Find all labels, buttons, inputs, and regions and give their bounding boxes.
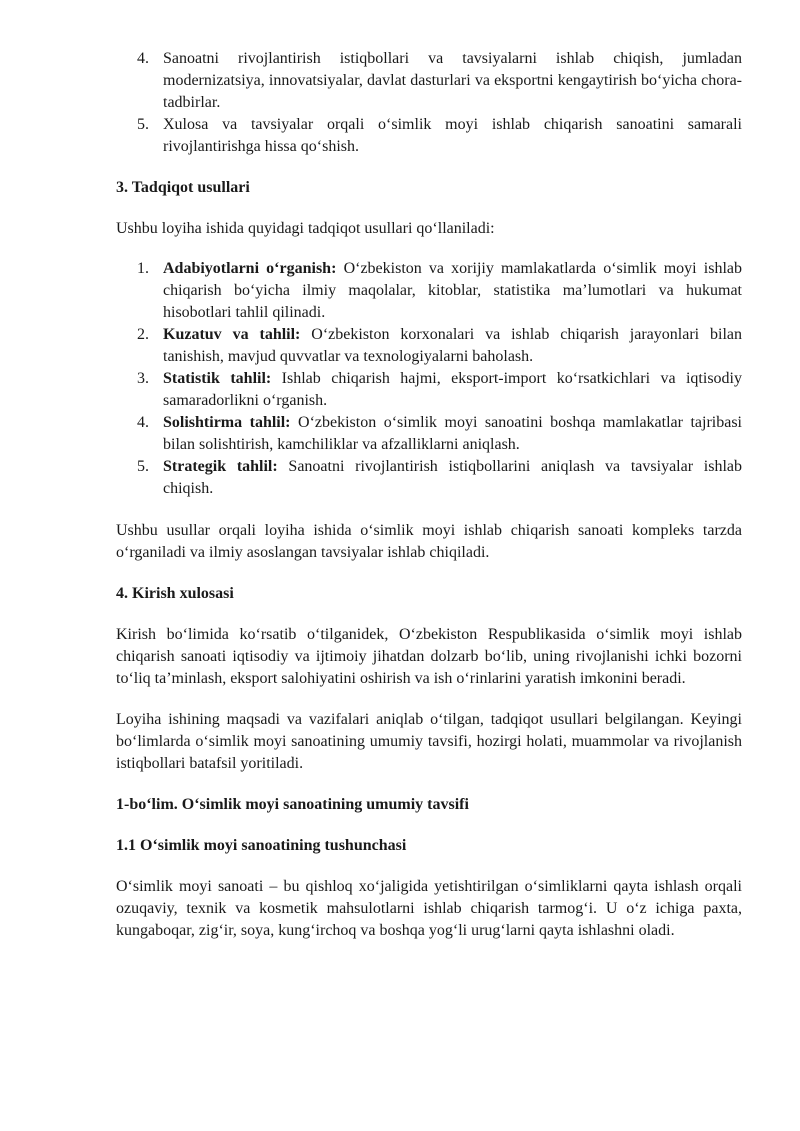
method-term: Adabiyotlarni o‘rganish: bbox=[163, 260, 337, 277]
paragraph: Loyiha ishining maqsadi va vazifalari aniqlab o‘tilgan, tadqiqot usullari belgilangan. Keyingi bo‘limlarda o‘simlik moyi sanoatining umumiy tavsifi, hozirgi holati, muammolar va rivojlanish istiqbollari batafsil yoritiladi. bbox=[116, 711, 742, 772]
objectives-list-continued bbox=[116, 48, 742, 158]
method-term: Strategik tahlil: bbox=[163, 458, 278, 475]
method-term: Solishtirma tahlil: bbox=[163, 414, 291, 431]
method-description: O‘zbekiston va xorijiy mamlakatlarda o‘simlik moyi ishlab chiqarish bo‘yicha ilmiy maqolalar, kitoblar, statistika ma’lumotlari va hukumat hisobotlari tahlil qilinadi. bbox=[163, 260, 742, 321]
section-heading: 3. Tadqiqot usullari bbox=[116, 179, 250, 196]
list-number: 5. bbox=[137, 458, 149, 475]
list-item bbox=[116, 324, 742, 368]
method-description: O‘zbekiston korxonalari va ishlab chiqarish jarayonlari bilan tanishish, mavjud quvvatlar va texnologiyalarni baholash. bbox=[163, 326, 742, 365]
method-description: Ishlab chiqarish hajmi, eksport-import ko‘rsatkichlari va iqtisodiy samaradorlikni o‘rganish. bbox=[163, 370, 742, 409]
list-number: 4. bbox=[137, 414, 149, 431]
list-item-text: Xulosa va tavsiyalar orqali o‘simlik moyi ishlab chiqarish sanoatini samarali rivojlantirishga hissa qo‘shish. bbox=[163, 116, 742, 155]
method-term: Kuzatuv va tahlil: bbox=[163, 326, 301, 343]
methods-list bbox=[116, 258, 742, 500]
paragraph: Kirish bo‘limida ko‘rsatib o‘tilganidek, O‘zbekiston Respublikasida o‘simlik moyi ishlab chiqarish sanoati iqtisodiy va ijtimoiy jihatdan dolzarb bo‘lib, uning rivojlanishi ichki bozorni to‘liq ta’minlash, eksport salohiyatini oshirish va ish o‘rinlarini yaratish imkonini beradi. bbox=[116, 626, 742, 687]
section-heading: 4. Kirish xulosasi bbox=[116, 585, 234, 602]
paragraph: Ushbu usullar orqali loyiha ishida o‘simlik moyi ishlab chiqarish sanoati kompleks tarzda o‘rganiladi va ilmiy asoslangan tavsiyalar ishlab chiqiladi. bbox=[116, 522, 742, 561]
list-number: 2. bbox=[137, 326, 149, 343]
list-item bbox=[116, 412, 742, 456]
chapter-heading: 1-bo‘lim. O‘simlik moyi sanoatining umumiy tavsifi bbox=[116, 796, 469, 813]
list-item bbox=[116, 258, 742, 324]
list-item bbox=[116, 114, 742, 158]
method-description: O‘zbekiston o‘simlik moyi sanoatini boshqa mamlakatlar tajribasi bilan solishtirish, kamchiliklar va afzalliklarni aniqlash. bbox=[163, 414, 742, 453]
subsection-heading: 1.1 O‘simlik moyi sanoatining tushunchasi bbox=[116, 837, 407, 854]
list-item bbox=[116, 48, 742, 114]
list-number: 5. bbox=[137, 116, 149, 133]
paragraph: O‘simlik moyi sanoati – bu qishloq xo‘jaligida yetishtirilgan o‘simliklarni qayta ishlash orqali ozuqaviy, texnik va kosmetik mahsulotlarni ishlab chiqarish tarmog‘i. U o‘z ichiga paxta, kungaboqar, zig‘ir, soya, kung‘irchoq va boshqa yog‘li urug‘larni qayta ishlashni oladi. bbox=[116, 878, 742, 939]
list-number: 3. bbox=[137, 370, 149, 387]
list-item bbox=[116, 456, 742, 500]
method-description: Sanoatni rivojlantirish istiqbollarini aniqlash va tavsiyalar ishlab chiqish. bbox=[163, 458, 742, 497]
list-item bbox=[116, 368, 742, 412]
list-item-text: Sanoatni rivojlantirish istiqbollari va tavsiyalarni ishlab chiqish, jumladan modernizatsiya, innovatsiyalar, davlat dasturlari va eksportni kengaytirish bo‘yicha chora-tadbirlar. bbox=[163, 50, 742, 111]
list-number: 1. bbox=[137, 260, 149, 277]
paragraph: Ushbu loyiha ishida quyidagi tadqiqot usullari qo‘llaniladi: bbox=[116, 220, 495, 237]
document-page bbox=[116, 48, 742, 942]
list-number: 4. bbox=[137, 50, 149, 67]
method-term: Statistik tahlil: bbox=[163, 370, 272, 387]
